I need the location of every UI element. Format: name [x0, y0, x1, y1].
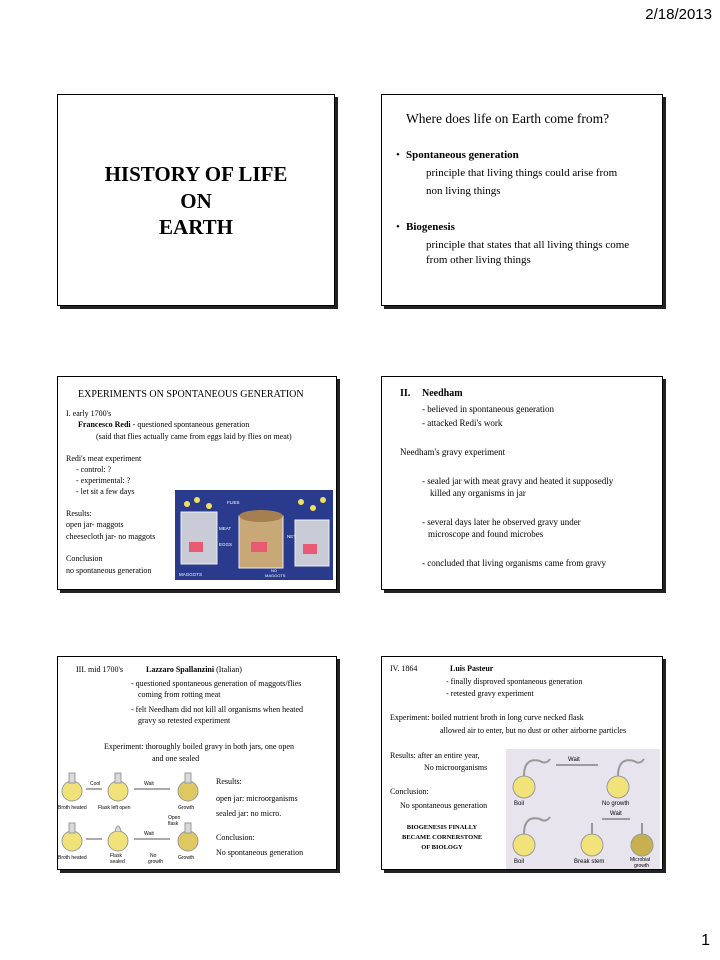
label-no-maggots-2: MAGGOTS [265, 573, 286, 578]
label-no-maggots-1: NO [271, 568, 277, 573]
bullet-head-spontaneous: Spontaneous generation [406, 149, 519, 161]
text-line: No spontaneous generation [400, 801, 488, 810]
text-line: Conclusion: [390, 787, 429, 796]
bullet-head-biogenesis: Biogenesis [406, 221, 455, 233]
text-line: killed any organisms in jar [430, 488, 526, 498]
text-line: - several days later he observed gravy under [422, 517, 581, 527]
label-wait-2: Wait [144, 831, 154, 837]
text-line: open jar: microorganisms [216, 794, 298, 803]
label-wait-1: Wait [568, 757, 580, 763]
label-no-growth-2: growth [148, 859, 164, 865]
header-date: 2/18/2013 [645, 6, 712, 23]
label-growth-2: Growth [178, 855, 195, 861]
label-maggots: MAGGOTS [179, 572, 203, 577]
conclusion-highlight: BIOGENESIS FINALLY [406, 824, 478, 831]
text-line: and one sealed [152, 754, 200, 763]
text-line: - sealed jar with meat gravy and heated it supposedly [422, 476, 614, 486]
conclusion-highlight: BECAME CORNERSTONE [402, 834, 483, 841]
page-number: 1 [701, 932, 710, 949]
bullet-text: principle that states that all living things come [426, 239, 630, 251]
text-line: No spontaneous generation [216, 848, 304, 857]
label-cool: Cool [90, 781, 101, 787]
text-line: gravy so retested experiment [138, 716, 231, 725]
conclusion-highlight: OF BIOLOGY [421, 844, 463, 851]
slide-spallanzini [57, 656, 337, 870]
text-line: Redi's meat experiment [66, 454, 142, 463]
section-number: III. mid 1700's [76, 665, 123, 674]
text-line: - experimental: ? [76, 476, 131, 485]
redi-experiment-figure [175, 490, 333, 580]
text-line: open jar- maggots [66, 520, 124, 529]
text-line: Results: [66, 509, 92, 518]
label-broth-heated-1: Broth heated [58, 805, 87, 811]
scientist-name: Francesco Redi [78, 420, 131, 429]
label-wait-1: Wait [144, 781, 154, 787]
text-line: I. early 1700's [66, 409, 112, 418]
label-flask-sealed-2: sealed [110, 859, 125, 865]
text-line: Conclusion: [216, 833, 255, 842]
text-line: microscope and found microbes [428, 529, 544, 539]
label-flies: FLIES [227, 500, 240, 505]
text-line: Conclusion [66, 554, 103, 563]
text-line: - finally disproved spontaneous generation [446, 677, 583, 686]
slide-redi [57, 376, 337, 590]
slide-heading: EXPERIMENTS ON SPONTANEOUS GENERATION [78, 389, 304, 400]
label-boil-2: Boil [514, 859, 525, 865]
text-line: Experiment: thoroughly boiled gravy in both jars, one open [104, 742, 294, 751]
scientist-name: Lazzaro Spallanzini [146, 665, 215, 674]
slide-title [57, 94, 335, 306]
text-line: - concluded that living organisms came from gravy [422, 558, 607, 568]
label-broth-heated-2: Broth heated [58, 855, 87, 861]
scientist-name: Luis Pasteur [450, 664, 494, 673]
slide-heading: Where does life on Earth come from? [406, 111, 610, 126]
label-open-flask-2: flask [168, 821, 179, 827]
label-microbial-2: growth [634, 863, 650, 869]
text-line: - retested gravy experiment [446, 689, 534, 698]
bullet-text: non living things [426, 185, 501, 197]
text-line: allowed air to enter, but no dust or other airborne particles [440, 726, 627, 735]
text-line: - let sit a few days [76, 487, 135, 496]
net-jar-icon [295, 520, 329, 566]
text-line: - questioned spontaneous generation of maggots/flies [131, 679, 302, 688]
label-wait-2: Wait [610, 811, 622, 817]
title-line-3: EARTH [159, 215, 233, 239]
label-boil-1: Boil [514, 801, 525, 807]
label-flask-left-open: Flask left open [98, 805, 131, 811]
slide-origin-of-life [381, 94, 663, 306]
slide-pasteur [381, 656, 663, 870]
label-meat: MEAT [219, 526, 232, 531]
scientist-heading: Lazzaro Spallanzini (Italian) [146, 665, 242, 674]
text-line: Experiment: boiled nutrient broth in long curve necked flask [390, 713, 584, 722]
title-line-1: HISTORY OF LIFE [104, 162, 288, 186]
text-line: Francesco Redi - questioned spontaneous generation [78, 420, 250, 429]
bullet-text: from other living things [426, 254, 531, 266]
text-line: no spontaneous generation [66, 566, 152, 575]
text-line: coming from rotting meat [138, 690, 221, 699]
text-line: cheesecloth jar- no maggots [66, 532, 156, 541]
text-line: Results: after an entire year, [390, 751, 480, 760]
lidded-jar-icon [239, 510, 283, 568]
label-eggs: EGGS [219, 542, 233, 547]
slide-needham [381, 376, 663, 590]
bullet-icon: • [396, 149, 400, 161]
text-line: sealed jar: no micro. [216, 809, 282, 818]
section-number: II. [400, 388, 411, 399]
bullet-icon: • [396, 221, 400, 233]
text-line: Results: [216, 777, 242, 786]
label-no-growth: No growth [602, 801, 630, 807]
label-flask-sealed-1: Flask [110, 853, 122, 859]
label-open-flask-1: Open [168, 815, 181, 821]
text-line: - felt Needham did not kill all organisms when heated [131, 705, 304, 714]
open-jar-icon [181, 512, 217, 564]
bullet-text: principle that living things could arise from [426, 167, 618, 179]
label-net: NET [287, 534, 296, 539]
pasteur-experiment-figure [506, 749, 660, 869]
spallanzini-experiment-figure [58, 767, 213, 867]
scientist-name: Needham [422, 388, 463, 399]
label-growth-1: Growth [178, 805, 195, 811]
text-line: No microorganisms [424, 763, 488, 772]
text-line: (said that flies actually came from eggs laid by flies on meat) [96, 432, 292, 441]
text-line: - attacked Redi's work [422, 418, 503, 428]
label-microbial-1: Microbial [630, 857, 651, 863]
text-line: - control: ? [76, 465, 112, 474]
text-line: Needham's gravy experiment [400, 447, 506, 457]
section-number: IV. 1864 [390, 664, 418, 673]
label-break-stem: Break stem [574, 859, 605, 865]
label-no-growth-1: No [150, 853, 157, 859]
text-line: - believed in spontaneous generation [422, 404, 554, 414]
title-line-2: ON [180, 189, 212, 213]
